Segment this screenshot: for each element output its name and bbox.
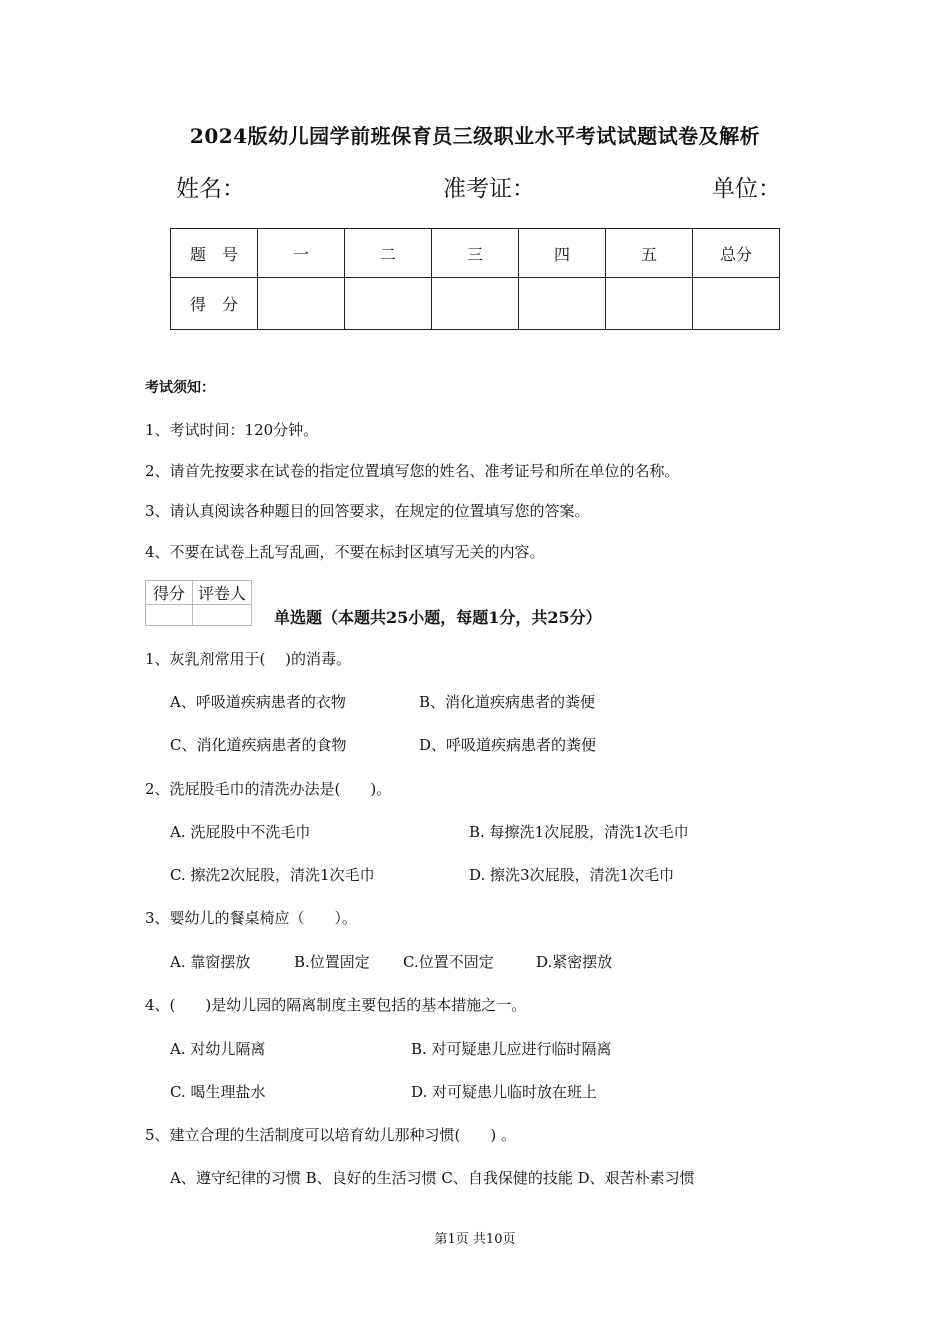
notice-heading: 考试须知：: [145, 380, 215, 396]
page-footer: 第1页 共10页: [434, 1232, 516, 1247]
option-b: B. 每擦洗1次屁股，清洗1次毛巾: [469, 823, 689, 841]
name-field-label: 姓名：: [176, 176, 245, 202]
score-table-header-cell: 三: [432, 229, 519, 278]
grader-box: [145, 580, 252, 626]
score-table-header-cell: 一: [258, 229, 345, 278]
unit-field-label: 单位：: [712, 176, 781, 202]
option-a: A、呼吸道疾病患者的衣物: [170, 693, 346, 711]
grader-score-label: 得分: [146, 581, 193, 605]
notice-item: 3、请认真阅读各种题目的回答要求，在规定的位置填写您的答案。: [145, 502, 590, 520]
option-b: B.位置固定: [294, 953, 370, 971]
score-table-header-cell: 四: [519, 229, 606, 278]
score-table: [170, 228, 780, 330]
score-table-header-cell: 五: [606, 229, 693, 278]
exam-id-field-label: 准考证：: [443, 176, 535, 202]
score-table-header-cell: 二: [345, 229, 432, 278]
option-a: A. 靠窗摆放: [170, 953, 251, 971]
score-input-cell[interactable]: [432, 278, 519, 330]
question-stem: 5、建立合理的生活制度可以培育幼儿那种习惯( ) 。: [145, 1126, 517, 1144]
notice-item: 4、不要在试卷上乱写乱画，不要在标封区填写无关的内容。: [145, 543, 545, 561]
score-table-score-row: [171, 278, 780, 330]
score-table-header-cell: 总分: [693, 229, 780, 278]
grader-score-cell[interactable]: [146, 605, 193, 626]
option-b: B. 对可疑患儿应进行临时隔离: [411, 1040, 612, 1058]
score-input-cell[interactable]: [606, 278, 693, 330]
score-input-cell[interactable]: [519, 278, 606, 330]
options-line: A、遵守纪律的习惯 B、良好的生活习惯 C、自我保健的技能 D、艰苦朴素习惯: [170, 1169, 695, 1187]
option-d: D. 擦洗3次屁股，清洗1次毛巾: [469, 866, 675, 884]
notice-item: 2、请首先按要求在试卷的指定位置填写您的姓名、准考证号和所在单位的名称。: [145, 462, 680, 480]
option-a: A. 对幼儿隔离: [170, 1040, 266, 1058]
score-input-cell[interactable]: [693, 278, 780, 330]
option-d: D、呼吸道疾病患者的粪便: [419, 736, 597, 754]
score-table-header-row: [171, 229, 780, 278]
section-heading: 单选题（本题共25小题，每题1分，共25分）: [274, 608, 602, 627]
option-a: A. 洗屁股中不洗毛巾: [170, 823, 311, 841]
score-table-header-cell: 题 号: [171, 229, 258, 278]
option-b: B、消化道疾病患者的粪便: [419, 693, 596, 711]
notice-item: 1、考试时间：120分钟。: [145, 421, 319, 439]
option-c: C.位置不固定: [403, 953, 494, 971]
grader-name-cell[interactable]: [193, 605, 252, 626]
score-row-label: 得 分: [171, 278, 258, 330]
option-d: D.紧密摆放: [536, 953, 613, 971]
question-stem: 3、婴幼儿的餐桌椅应（ ）。: [145, 909, 358, 927]
document-title: 2024版幼儿园学前班保育员三级职业水平考试试题试卷及解析: [189, 124, 761, 148]
option-c: C. 喝生理盐水: [170, 1083, 266, 1101]
score-input-cell[interactable]: [258, 278, 345, 330]
question-stem: 1、灰乳剂常用于( )的消毒。: [145, 650, 352, 668]
option-c: C、消化道疾病患者的食物: [170, 736, 347, 754]
question-stem: 2、洗屁股毛巾的清洗办法是( )。: [145, 780, 392, 798]
grader-name-label: 评卷人: [193, 581, 252, 605]
score-input-cell[interactable]: [345, 278, 432, 330]
question-stem: 4、( )是幼儿园的隔离制度主要包括的基本措施之一。: [145, 996, 527, 1014]
option-d: D. 对可疑患儿临时放在班上: [411, 1083, 598, 1101]
option-c: C. 擦洗2次屁股，清洗1次毛巾: [170, 866, 375, 884]
